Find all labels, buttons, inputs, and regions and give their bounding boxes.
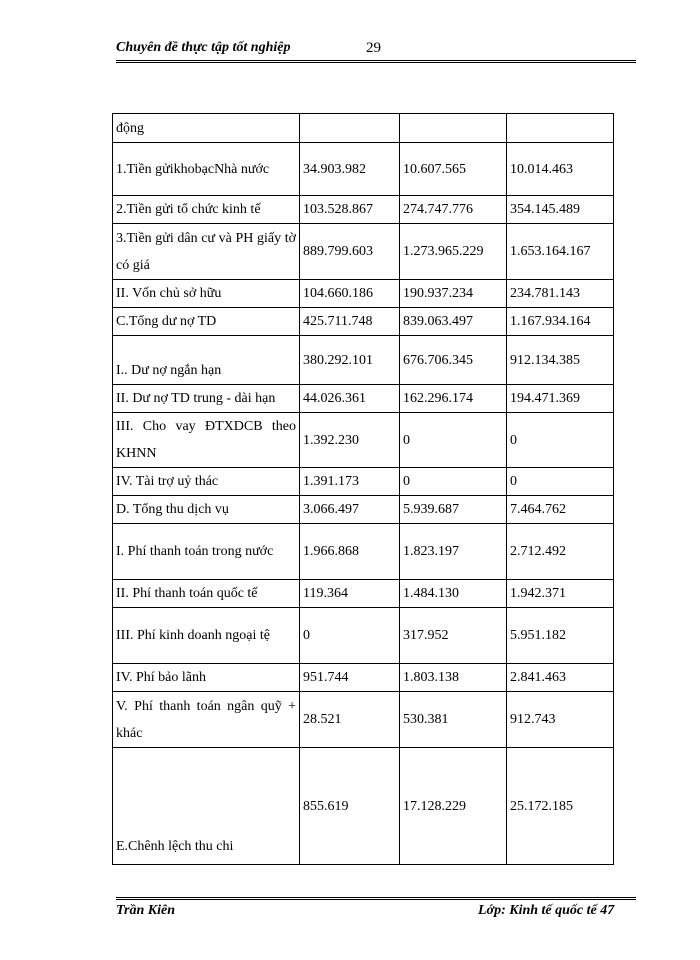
cell-value: 1.942.371	[507, 580, 614, 608]
row-label: 3.Tiền gửi dân cư và PH giấy tờ có giá	[113, 224, 300, 280]
cell-value	[300, 114, 400, 143]
cell-value: 0	[300, 608, 400, 664]
cell-value: 889.799.603	[300, 224, 400, 280]
row-label: III. Phí kinh doanh ngoại tệ	[113, 608, 300, 664]
table-row	[113, 114, 614, 143]
cell-value: 1.273.965.229	[400, 224, 507, 280]
cell-value: 1.803.138	[400, 664, 507, 692]
row-label: II. Vốn chủ sở hữu	[113, 280, 300, 308]
cell-value: 912.743	[507, 692, 614, 748]
table-row	[113, 748, 614, 865]
cell-value: 162.296.174	[400, 385, 507, 413]
cell-value: 34.903.982	[300, 143, 400, 196]
cell-value: 0	[400, 413, 507, 468]
table-row	[113, 224, 614, 280]
row-label: I. Phí thanh toán trong nước	[113, 524, 300, 580]
row-label: động	[113, 114, 300, 143]
cell-value: 5.951.182	[507, 608, 614, 664]
table-row	[113, 308, 614, 336]
cell-value: 104.660.186	[300, 280, 400, 308]
cell-value: 190.937.234	[400, 280, 507, 308]
header-rule	[116, 60, 636, 63]
cell-value: 0	[507, 468, 614, 496]
row-label: IV. Phí bảo lãnh	[113, 664, 300, 692]
footer-rule	[116, 897, 636, 900]
cell-value: 855.619	[300, 748, 400, 865]
cell-value: 2.712.492	[507, 524, 614, 580]
cell-value: 194.471.369	[507, 385, 614, 413]
cell-value: 912.134.385	[507, 336, 614, 385]
cell-value: 25.172.185	[507, 748, 614, 865]
cell-value: 119.364	[300, 580, 400, 608]
cell-value: 3.066.497	[300, 496, 400, 524]
cell-value: 1.167.934.164	[507, 308, 614, 336]
cell-value: 17.128.229	[400, 748, 507, 865]
table-row	[113, 664, 614, 692]
cell-value: 839.063.497	[400, 308, 507, 336]
cell-value: 530.381	[400, 692, 507, 748]
table-row	[113, 580, 614, 608]
financial-table	[112, 113, 614, 865]
cell-value: 2.841.463	[507, 664, 614, 692]
row-label: C.Tổng dư nợ TD	[113, 308, 300, 336]
cell-value: 1.392.230	[300, 413, 400, 468]
table-row	[113, 280, 614, 308]
table-row	[113, 468, 614, 496]
cell-value: 0	[507, 413, 614, 468]
row-label: III. Cho vay ĐTXDCB theo KHNN	[113, 413, 300, 468]
row-label: I.. Dư nợ ngắn hạn	[113, 336, 300, 385]
cell-value: 1.823.197	[400, 524, 507, 580]
cell-value: 1.391.173	[300, 468, 400, 496]
table-row	[113, 413, 614, 468]
row-label: II. Phí thanh toán quốc tế	[113, 580, 300, 608]
cell-value: 234.781.143	[507, 280, 614, 308]
row-label: 1.Tiền gửikhobạcNhà nước	[113, 143, 300, 196]
cell-value	[507, 114, 614, 143]
cell-value: 676.706.345	[400, 336, 507, 385]
row-label: D. Tổng thu dịch vụ	[113, 496, 300, 524]
table-row	[113, 524, 614, 580]
row-label: V. Phí thanh toán ngân quỹ + khác	[113, 692, 300, 748]
cell-value: 354.145.489	[507, 196, 614, 224]
footer-class: Lớp: Kinh tế quốc tế 47	[478, 903, 615, 918]
cell-value: 10.014.463	[507, 143, 614, 196]
page-header	[116, 40, 636, 62]
row-label: II. Dư nợ TD trung - dài hạn	[113, 385, 300, 413]
row-label: IV. Tài trợ uỷ thác	[113, 468, 300, 496]
cell-value: 1.653.164.167	[507, 224, 614, 280]
cell-value: 5.939.687	[400, 496, 507, 524]
cell-value: 7.464.762	[507, 496, 614, 524]
page-number: 29	[366, 40, 381, 56]
row-label: E.Chênh lệch thu chi	[113, 748, 300, 865]
cell-value: 380.292.101	[300, 336, 400, 385]
cell-value: 274.747.776	[400, 196, 507, 224]
cell-value: 44.026.361	[300, 385, 400, 413]
cell-value	[400, 114, 507, 143]
table-row	[113, 336, 614, 385]
cell-value: 0	[400, 468, 507, 496]
table-row	[113, 143, 614, 196]
cell-value: 425.711.748	[300, 308, 400, 336]
cell-value: 28.521	[300, 692, 400, 748]
footer-author: Trần Kiên	[116, 903, 175, 918]
cell-value: 10.607.565	[400, 143, 507, 196]
row-label: 2.Tiền gửi tổ chức kinh tế	[113, 196, 300, 224]
table-row	[113, 608, 614, 664]
cell-value: 951.744	[300, 664, 400, 692]
table-row	[113, 196, 614, 224]
cell-value: 103.528.867	[300, 196, 400, 224]
table-row	[113, 496, 614, 524]
document-title: Chuyên đề thực tập tốt nghiệp	[116, 40, 291, 55]
cell-value: 1.484.130	[400, 580, 507, 608]
cell-value: 1.966.868	[300, 524, 400, 580]
cell-value: 317.952	[400, 608, 507, 664]
table-row	[113, 692, 614, 748]
table-row	[113, 385, 614, 413]
